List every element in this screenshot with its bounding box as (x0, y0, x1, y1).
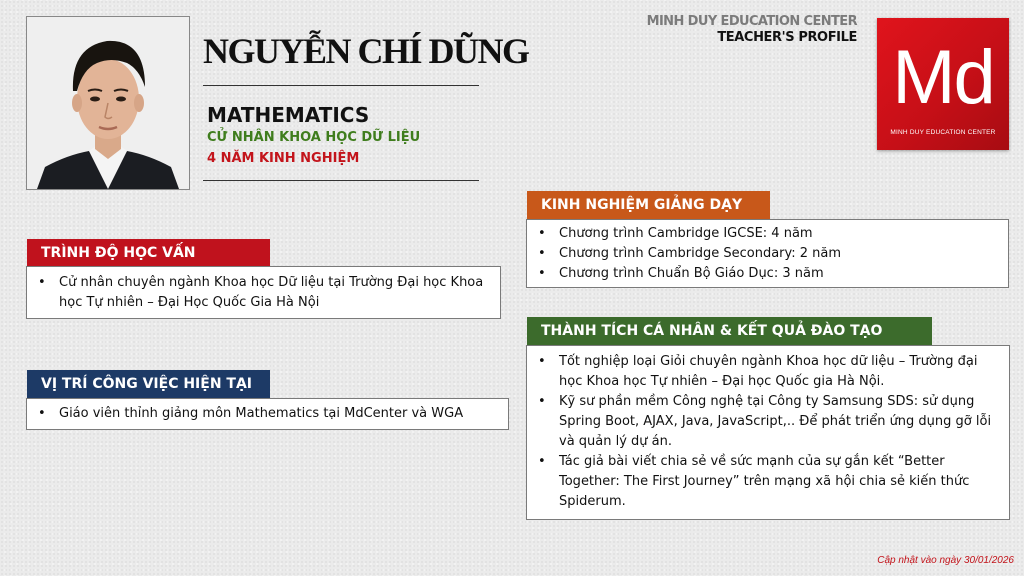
center-logo (877, 18, 1009, 150)
profile-label: TEACHER'S PROFILE (717, 30, 857, 45)
last-updated: Cập nhật vào ngày 30/01/2026 (877, 555, 1014, 566)
achievement-item: • Tác giả bài viết chia sẻ về sức mạnh của sự gắn kết “Better Together: The First Journey” trên mạng xã hội chia sẻ kiến thức Spiderum. (527, 452, 999, 512)
center-name: MINH DUY EDUCATION CENTER (646, 14, 857, 29)
teacher-experience-years: 4 NĂM KINH NGHIỆM (207, 151, 360, 166)
achievement-item: • Tốt nghiệp loại Giỏi chuyên ngành Khoa học dữ liệu – Trường đại học Khoa học Tự nhiên – Đại học Quốc gia Hà Nội. (527, 352, 999, 392)
position-list (27, 404, 508, 424)
teaching-experience-item: • Chương trình Cambridge Secondary: 2 năm (527, 244, 1008, 264)
teacher-name: NGUYỄN CHÍ DŨNG (203, 31, 529, 71)
education-box (26, 266, 501, 319)
teaching-experience-box (526, 219, 1009, 288)
portrait-image (27, 17, 189, 189)
education-heading: TRÌNH ĐỘ HỌC VẤN (27, 239, 270, 267)
achievements-list (527, 352, 999, 512)
position-item: • Giáo viên thỉnh giảng môn Mathematics tại MdCenter và WGA (27, 404, 508, 424)
position-box (26, 398, 509, 430)
teacher-subject: MATHEMATICS (207, 103, 370, 127)
achievement-item: • Kỹ sư phần mềm Công nghệ tại Công ty Samsung SDS: sử dụng Spring Boot, AJAX, Java, JavaScript,.. Để phát triển ứng dụng gỡ lỗi và quản lý dự án. (527, 392, 999, 452)
education-item: • Cử nhân chuyên ngành Khoa học Dữ liệu tại Trường Đại học Khoa học Tự nhiên – Đại Học Quốc Gia Hà Nội (27, 273, 500, 313)
position-heading: VỊ TRÍ CÔNG VIỆC HIỆN TẠI (27, 370, 270, 398)
headline-divider (203, 180, 479, 181)
achievements-box (526, 345, 1010, 520)
teacher-degree: CỬ NHÂN KHOA HỌC DỮ LIỆU (207, 130, 421, 145)
achievements-heading: THÀNH TÍCH CÁ NHÂN & KẾT QUẢ ĐÀO TẠO (527, 317, 932, 345)
teaching-experience-item: • Chương trình Chuẩn Bộ Giáo Dục: 3 năm (527, 264, 1008, 284)
teaching-experience-heading: KINH NGHIỆM GIẢNG DẠY (527, 191, 770, 219)
teacher-photo (26, 16, 190, 190)
teaching-experience-list (527, 224, 1008, 284)
name-divider (203, 85, 479, 86)
education-list (27, 273, 500, 313)
teaching-experience-item: • Chương trình Cambridge IGCSE: 4 năm (527, 224, 1008, 244)
logo-mark: Md (892, 35, 994, 120)
logo-subtitle: MINH DUY EDUCATION CENTER (890, 129, 996, 136)
